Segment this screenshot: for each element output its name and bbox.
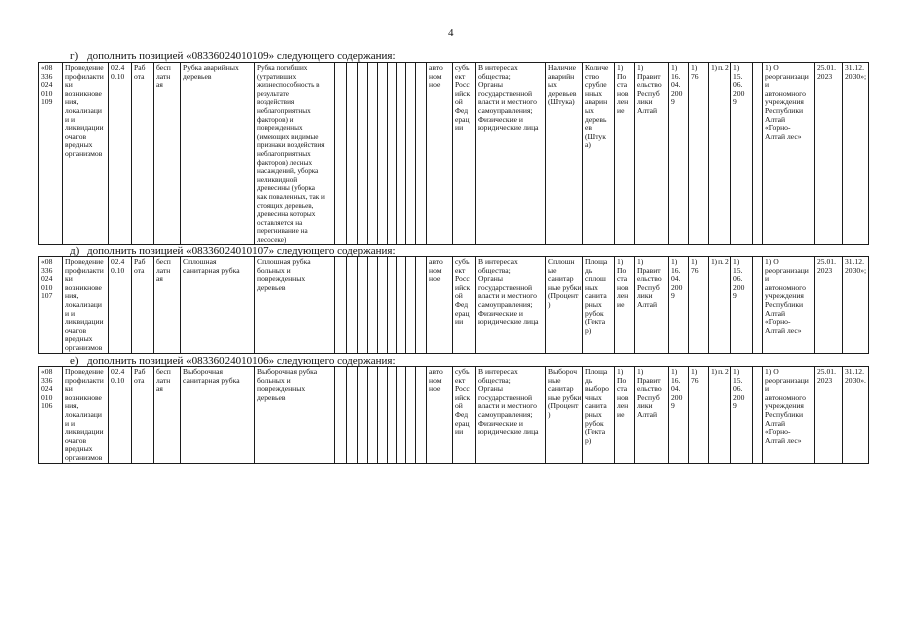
cell-consumers: В интересах общества; Органы государственной власти и местного самоуправления; Физические и юридические лица (476, 63, 546, 245)
table-row (39, 257, 869, 354)
cell-act-issuer: 1) Правит ельство Респуб лики Алтай (635, 63, 669, 245)
cell-code: «08 336 024 010 109 (39, 63, 63, 245)
section-heading (70, 50, 396, 62)
empty-cell (335, 367, 347, 464)
empty-cell (335, 63, 347, 245)
empty-cell (378, 367, 388, 464)
cell-act-title: 1) О реорганизаци и автономного учреждения Республики Алтай «Горно- Алтай лес» (763, 367, 815, 464)
cell-act-number: 1) 76 (689, 63, 709, 245)
cell-act-type: 1) По ста нов лен ие (615, 257, 635, 354)
cell-act-title: 1) О реорганизаци и автономного учреждения Республики Алтай «Горно- Алтай лес» (763, 257, 815, 354)
cell-act-date: 1) 16. 04. 200 9 (669, 63, 689, 245)
section-letter: г) (70, 50, 79, 62)
cell-code: «08 336 024 010 106 (39, 367, 63, 464)
empty-cell (397, 63, 406, 245)
empty-cell (753, 367, 763, 464)
cell-act-effective-date: 1) 15. 06. 200 9 (731, 63, 753, 245)
cell-act-type: 1) По ста нов лен ие (615, 367, 635, 464)
cell-level: субъ ект Росс ийск ой Фед ерац ии (453, 63, 476, 245)
cell-quality-indicator: Сплошн ые санитар ные рубки (Процент ) (546, 257, 583, 354)
empty-cell (416, 367, 427, 464)
cell-act-effective-date: 1) 15. 06. 200 9 (731, 367, 753, 464)
cell-volume-indicator: Площа дь сплош ных санита рных рубок (Гекта р) (583, 257, 615, 354)
cell-kind: Раб ота (132, 367, 154, 464)
empty-cell (358, 63, 368, 245)
cell-kind: Раб ота (132, 257, 154, 354)
cell-end-date: 31.12. 2030»; (843, 63, 869, 245)
cell-work-content: Рубка погибших (утративших жизнеспособность в результате воздействия неблагоприятных факторов) и поврежденных (имеющих видимые признаки воздействия неблагоприятных факторов) лесных насаждений, уборка неликвидной древесины (уборка как поваленных, так и стоящих деревьев, древесина которых оставляется на перегнивание на лесосеке) (255, 63, 335, 245)
section-text: дополнить позицией «08336024010109» следующего содержания: (87, 50, 396, 62)
cell-event: Проведение профилакти ки возникнове ния, локализаци и и ликвидации очагов вредных организмов (63, 63, 109, 245)
empty-cell (378, 63, 388, 245)
cell-payment: бесп латн ая (154, 63, 181, 245)
section-text: дополнить позицией «08336024010107» следующего содержания: (87, 245, 396, 257)
cell-work-name: Рубка аварийных деревьев (181, 63, 255, 245)
empty-cell (406, 367, 416, 464)
cell-kind: Раб ота (132, 63, 154, 245)
cell-start-date: 25.01. 2023 (815, 257, 843, 354)
position-table (38, 256, 869, 354)
cell-code: «08 336 024 010 107 (39, 257, 63, 354)
position-table (38, 62, 869, 245)
cell-institution-type: авто ном ное (427, 257, 453, 354)
cell-okved: 02.4 0.10 (109, 367, 132, 464)
cell-act-clause: 1) п. 2 (709, 257, 731, 354)
cell-start-date: 25.01. 2023 (815, 63, 843, 245)
cell-work-name: Выборочная санитарная рубка (181, 367, 255, 464)
cell-payment: бесп латн ая (154, 257, 181, 354)
empty-cell (347, 257, 358, 354)
cell-level: субъ ект Росс ийск ой Фед ерац ии (453, 367, 476, 464)
cell-end-date: 31.12. 2030». (843, 367, 869, 464)
table-row (39, 63, 869, 245)
empty-cell (368, 257, 378, 354)
cell-act-issuer: 1) Правит ельство Респуб лики Алтай (635, 257, 669, 354)
page-number: 4 (448, 27, 454, 39)
cell-consumers: В интересах общества; Органы государственной власти и местного самоуправления; Физические и юридические лица (476, 257, 546, 354)
cell-end-date: 31.12. 2030»; (843, 257, 869, 354)
section-letter: е) (70, 355, 79, 367)
cell-act-type: 1) По ста нов лен ие (615, 63, 635, 245)
cell-institution-type: авто ном ное (427, 367, 453, 464)
cell-act-issuer: 1) Правит ельство Респуб лики Алтай (635, 367, 669, 464)
cell-work-name: Сплошная санитарная рубка (181, 257, 255, 354)
cell-act-clause: 1) п. 2 (709, 63, 731, 245)
cell-act-effective-date: 1) 15. 06. 200 9 (731, 257, 753, 354)
cell-volume-indicator: Количе ство срубле нных аварин ых деревь ев (Штук а) (583, 63, 615, 245)
cell-act-clause: 1) п. 2 (709, 367, 731, 464)
empty-cell (416, 63, 427, 245)
empty-cell (347, 63, 358, 245)
cell-okved: 02.4 0.10 (109, 257, 132, 354)
cell-payment: бесп латн ая (154, 367, 181, 464)
cell-act-date: 1) 16. 04. 200 9 (669, 367, 689, 464)
cell-work-content: Выборочная рубка больных и поврежденных деревьев (255, 367, 335, 464)
cell-institution-type: авто ном ное (427, 63, 453, 245)
empty-cell (416, 257, 427, 354)
cell-level: субъ ект Росс ийск ой Фед ерац ии (453, 257, 476, 354)
empty-cell (397, 367, 406, 464)
cell-act-date: 1) 16. 04. 200 9 (669, 257, 689, 354)
cell-consumers: В интересах общества; Органы государственной власти и местного самоуправления; Физические и юридические лица (476, 367, 546, 464)
section-letter: д) (70, 245, 80, 257)
cell-event: Проведение профилакти ки возникнове ния, локализаци и и ликвидации очагов вредных организмов (63, 257, 109, 354)
empty-cell (406, 257, 416, 354)
cell-quality-indicator: Наличие аварийн ых деревьев (Штука) (546, 63, 583, 245)
empty-cell (753, 257, 763, 354)
cell-event: Проведение профилакти ки возникнове ния, локализаци и и ликвидации очагов вредных организмов (63, 367, 109, 464)
empty-cell (397, 257, 406, 354)
cell-work-content: Сплошная рубка больных и поврежденных деревьев (255, 257, 335, 354)
section-text: дополнить позицией «08336024010106» следующего содержания: (87, 355, 396, 367)
cell-act-number: 1) 76 (689, 367, 709, 464)
cell-start-date: 25.01. 2023 (815, 367, 843, 464)
empty-cell (388, 63, 397, 245)
empty-cell (335, 257, 347, 354)
cell-act-title: 1) О реорганизаци и автономного учреждения Республики Алтай «Горно- Алтай лес» (763, 63, 815, 245)
empty-cell (347, 367, 358, 464)
table-row (39, 367, 869, 464)
cell-okved: 02.4 0.10 (109, 63, 132, 245)
empty-cell (358, 367, 368, 464)
empty-cell (388, 257, 397, 354)
empty-cell (368, 63, 378, 245)
cell-volume-indicator: Площа дь выборо чных санита рных рубок (Гекта р) (583, 367, 615, 464)
empty-cell (753, 63, 763, 245)
empty-cell (388, 367, 397, 464)
cell-quality-indicator: Выбороч ные санитар ные рубки (Процент ) (546, 367, 583, 464)
position-table (38, 366, 869, 464)
empty-cell (406, 63, 416, 245)
empty-cell (378, 257, 388, 354)
empty-cell (368, 367, 378, 464)
empty-cell (358, 257, 368, 354)
cell-act-number: 1) 76 (689, 257, 709, 354)
